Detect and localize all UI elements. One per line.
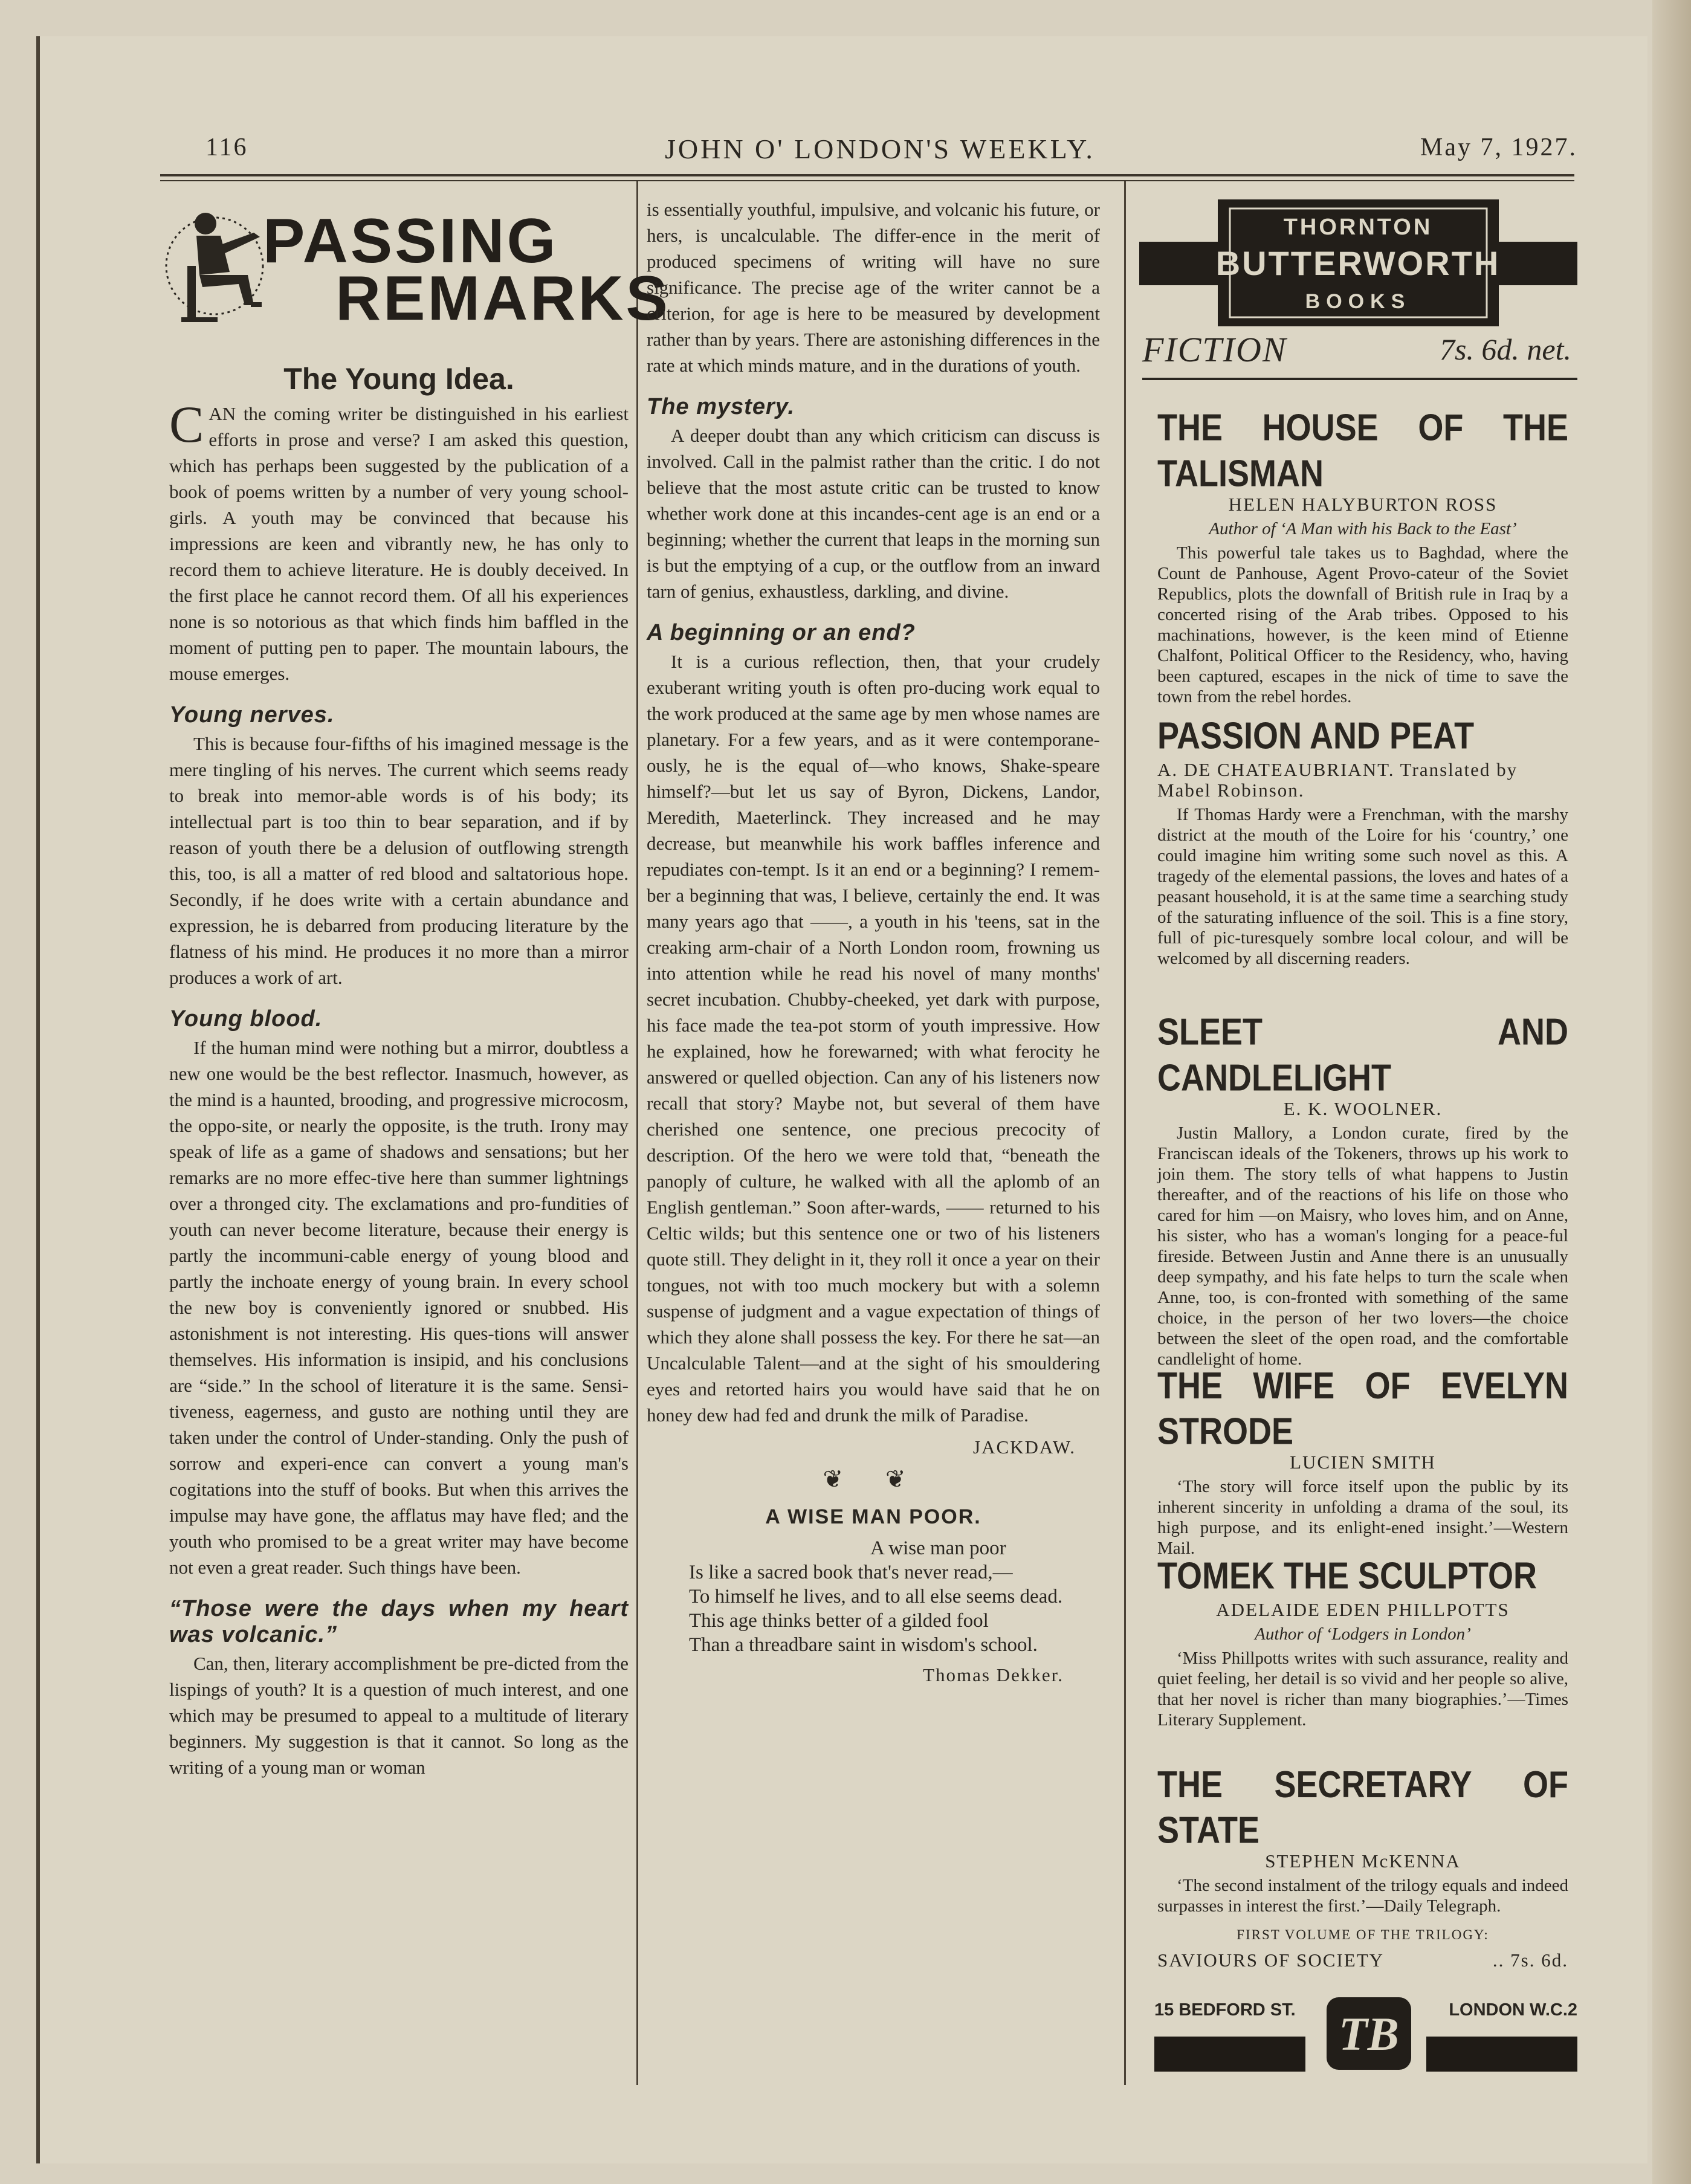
article-column-2 — [647, 196, 1100, 1688]
paragraph-text: AN the coming writer be distinguished in his earliest efforts in prose and verse? I am asked this question, which has perhaps been suggested by the publication of a book of poems written by a number of very young school-girls. A youth may be convinced that because his impressions are keen and vibrantly new, he has only to record them to achieve literature. He is doubly deceived. In the first place he cannot record them. Of all his experiences none is so notorious as that which finds him baffled in the moment of putting pen to paper. The mountain labours, the mouse emerges. — [169, 403, 629, 684]
book-title: SLEET AND CANDLELIGHT — [1157, 1011, 1568, 1099]
book-title: THE SECRETARY OF STATE — [1157, 1763, 1568, 1852]
page-number: 116 — [205, 134, 248, 161]
book-author: ADELAIDE EDEN PHILLPOTTS — [1216, 1599, 1510, 1620]
article-paragraph — [169, 395, 629, 687]
poem-line: Is like a sacred book that's never read,— — [689, 1562, 1013, 1583]
issue-date: May 7, 1927. — [1420, 134, 1577, 161]
header-rule-thin — [160, 180, 1574, 181]
article-paragraph: It is a curious reflection, then, that your crudely exuberant writing youth is often pro-ducing work equal to the work produced at the same age by men whose names are planetary. For a few years, and as it were contemporane-ously, he is the equal of—who knows, Shake-speare himself?—but let us say of Byron, Dickens, Landor, Meredith, Maeterlinck. They increased and he may decrease, but meanwhile his work baffles inference and repudiates con-tempt. Is it an end or a beginning? I remem-ber a beginning that was, I believe, certainly the end. It was many years ago that ——, a youth in his 'teens, sat in the creaking arm-chair of a North London room, frowning us into attention while he read his novel of many months' secret incubation. Chubby-cheeked, yet dark with purpose, his face made the tea-pot storm of youth impressive. How he explained, how he forewarned; with what ferocity he answered or quelled objection. Can any of his listeners now recall that story? Maybe not, but several of them have cherished one sentence, one precious precocity of description. Of the hero we were told that, “beneath the panoply of culture, he walked with all the aplomb of an English gentleman.” Soon after-wards, —— returned to his Celtic wilds; but this sentence one or two of his listeners quote still. They delight in it, they roll it once a year on their tongues, not with too much mockery but with a solemn suspense of judgment and a vague expectation of things of which they alone shall possess the key. For there he sat—an Uncalculable Talent—and at the sight of his smouldering eyes and retorted hairs you would have said that he on honey dew had fed and drunk the milk of Paradise. — [647, 651, 1100, 1426]
book-listing — [1157, 1763, 1568, 1971]
column-masthead — [163, 199, 670, 351]
publisher-logo — [1139, 199, 1577, 326]
address-city: LONDON W.C.2 — [1449, 2000, 1577, 2020]
page-edge-shadow — [1652, 0, 1691, 2184]
book-title: TOMEK THE SCULPTOR — [1157, 1555, 1537, 1597]
book-description: If Thomas Hardy were a Frenchman, with the marshy district at the mouth of the Loire for his ‘country,’ one could imagine him writing some such novel as this. A tragedy of the elemental passions, the loves and hates of a peasant household, it is at the same time a searching study of the saturating influence of the soil. This is a fine story, full of pic-turesquely sombre local colour, and will be welcomed by all discerning readers. — [1157, 805, 1568, 968]
book-listing — [1157, 407, 1568, 707]
article-paragraph: This is because four-fifths of his imagined message is the mere tingling of his nerves. The current which seems ready to break into memor-able words is of his body; its intellectual part is too thin to bear separation, and if by reason of youth there be a delusion of outflowing strength this, too, is all a matter of red blood and saltatorious hope. Secondly, if he does write with a certain abundance and expression, he is debarred from producing literature by the flatness of his mind. He produces it no more than a mirror produces a work of art. — [169, 733, 629, 988]
article-paragraph: If the human mind were nothing but a mirror, doubtless a new one would be the best reflector. Inasmuch, however, as the mind is a haunted, brooding, and progressive microcosm, the oppo-site, or nearly the opposite, is the truth. Irony may speak of life as a game of shadows and sensations; but her remarks are no more effec-tive here than summer lightnings over a thronged city. The exclamations and pro-fundities of youth can never become literature, because their energy is partly the incommuni-cable energy of young blood and partly the inchoate energy of young brain. In every school the new boy is conveniently ignored or snubbed. His astonishment is not interesting. His ques-tions will answer themselves. His information is insipid, and his conclusions are “side.” In the school of literature it is the same. Sensi-tiveness, eagerness, and gusto are nothing until they are taken under the control of Under-standing. Only the push of sorrow and experi-ence can convert a young man's cogitations into the stuff of books. But when this arrives the impulse may have gone, the afflatus may have fled; and the youth who promised to be a great writer may have become not even a great reader. Such things have been. — [169, 1037, 629, 1578]
fiction-label: FICTION — [1142, 330, 1287, 369]
address-street: 15 BEDFORD ST. — [1154, 2000, 1296, 2020]
masthead-remarks: REMARKS — [335, 263, 670, 334]
book-note: Author of ‘Lodgers in London’ — [1255, 1624, 1471, 1644]
drop-cap: C — [169, 395, 204, 453]
article-paragraph: is essentially youthful, impulsive, and volcanic his future, or hers, is uncalculable. The differ-ence in the merit of produced specimens of writing will have no sure significance. The precise age of the writer cannot be a criterion, for age is here to be measured by development rather than by years. There are astonishing differences in the rate at which minds mature, and in the durations of youth. — [647, 199, 1100, 376]
book-description: ‘The story will force itself upon the public by its inherent sincerity in unfolding a drama of the soul, its high purpose, and its enlight-ened insight.’—Western Mail. — [1157, 1477, 1568, 1558]
page-header — [205, 133, 1577, 169]
book-description: ‘Miss Phillpotts writes with such assurance, reality and quiet feeling, her detail is so vivid and her people so alive, that her novel is richer than many biographies.’—Times Literary Supplement. — [1157, 1649, 1568, 1730]
article-paragraph: A deeper doubt than any which criticism can discuss is involved. Call in the palmist rather than the critic. I do not believe that the most astute critic can be trusted to know whether work done at this incandes-cent age is an end or a beginning; whether the current that leaps in the morning sun is but the emptying of a cup, or the outflow from an inward tarn of genius, exhaustless, darkling, and divine. — [647, 425, 1100, 602]
publisher-footer — [1154, 1994, 1577, 2079]
article-column-1 — [169, 363, 629, 1780]
subheading: “Those were the days when my heart was volcanic.” — [169, 1596, 629, 1647]
book-description: Justin Mallory, a London curate, fired by the Franciscan ideals of the Tokeners, throws up his work to join them. The story tells of what happens to Justin thereafter, and of the reactions of his life on those who cared for him —on Maisry, who loves him, and on Anne, his sister, who has a woman's longing for a peace-ful fireside. Between Justin and Anne there is an unusually deep sympathy, and his fate helps to turn the scale when Anne, too, is con-fronted with something of the same choice, in the person of her two lovers—the choice between the sleet of the open road, and the comfortable candlelight of home. — [1157, 1123, 1568, 1369]
book-author: STEPHEN McKENNA — [1265, 1850, 1461, 1872]
subheading: Young nerves. — [169, 702, 335, 728]
column-divider-2 — [1124, 181, 1126, 2085]
book-note: Author of ‘A Man with his Back to the East’ — [1209, 519, 1517, 538]
book-listing — [1157, 1011, 1568, 1369]
header-rule — [160, 174, 1574, 176]
poem-body — [647, 1536, 1100, 1657]
subheading: Young blood. — [169, 1006, 323, 1032]
book-title: PASSION AND PEAT — [1157, 715, 1475, 757]
book-description: ‘The second instalment of the trilogy equals and indeed surpasses in interest the first.’—Daily Telegraph. — [1157, 1876, 1568, 1916]
book-author: E. K. WOOLNER. — [1283, 1098, 1443, 1119]
book-listing — [1157, 1365, 1568, 1559]
column-divider-1 — [636, 181, 638, 2085]
footer-bar-left — [1154, 2037, 1305, 2072]
trilogy-line — [1157, 1950, 1568, 1971]
poem-line: Than a threadbare saint in wisdom's school. — [689, 1634, 1038, 1656]
poem-line: To himself he lives, and to all else seems dead. — [689, 1586, 1063, 1607]
book-author: HELEN HALYBURTON ROSS — [1228, 494, 1498, 515]
ornament-icon: ❦ ❦ — [823, 1465, 924, 1493]
logo-line-2: BUTTERWORTH — [1215, 244, 1501, 282]
author-signature: JACKDAW. — [973, 1436, 1076, 1458]
monogram-letters: TB — [1339, 2008, 1399, 2060]
article-title: The Young Idea. — [283, 362, 514, 396]
seated-reader-figure-icon — [163, 199, 272, 332]
poem-title: A WISE MAN POOR. — [765, 1505, 981, 1528]
journal-title: JOHN O' LONDON'S WEEKLY. — [665, 134, 1095, 164]
book-title: THE WIFE OF EVELYN STRODE — [1157, 1365, 1568, 1453]
book-description: This powerful tale takes us to Baghdad, where the Count de Panhouse, Agent Provo-cateur of the Soviet Republics, plots the downfall of British rule in Iraq by a concerted rising of the Arab tribes. Opposed to his machinations, however, is the keen mind of Etienne Chalfont, Political Officer to the Residency, who, having been captured, escapes in the nick of time to save the town from the rebel hordes. — [1157, 543, 1568, 706]
logo-line-3: BOOKS — [1305, 290, 1411, 313]
fiction-price: 7s. 6d. net. — [1439, 332, 1571, 366]
trilogy-price: .. 7s. 6d. — [1492, 1950, 1568, 1971]
poem-author: Thomas Dekker. — [923, 1664, 1064, 1685]
subheading: A beginning or an end? — [647, 620, 916, 645]
book-author: LUCIEN SMITH — [1290, 1452, 1436, 1473]
masthead-passing: PASSING — [263, 206, 558, 276]
publisher-monogram-icon — [1324, 1994, 1414, 2073]
book-title: THE HOUSE OF THE TALISMAN — [1157, 407, 1568, 495]
subheading: The mystery. — [647, 394, 795, 419]
fiction-banner — [1142, 329, 1577, 380]
footer-bar-right — [1426, 2037, 1577, 2072]
book-listing — [1157, 716, 1568, 969]
article-paragraph: Can, then, literary accomplishment be pre-dicted from the lispings of youth? It is a question of much interest, and one which may be presumed to appeal to a multitude of literary beginners. My suggestion is that it cannot. So long as the writing of a young man or woman — [169, 1653, 629, 1778]
book-author: A. DE CHATEAUBRIANT. Translated by Mabel Robinson. — [1157, 759, 1518, 801]
poem-line: This age thinks better of a gilded fool — [689, 1610, 989, 1632]
book-listing — [1157, 1556, 1568, 1730]
trilogy-title: SAVIOURS OF SOCIETY — [1157, 1950, 1385, 1971]
logo-line-1: THORNTON — [1283, 215, 1433, 240]
poem-line: A wise man poor — [870, 1537, 1006, 1559]
trilogy-label: FIRST VOLUME OF THE TRILOGY: — [1237, 1927, 1489, 1942]
